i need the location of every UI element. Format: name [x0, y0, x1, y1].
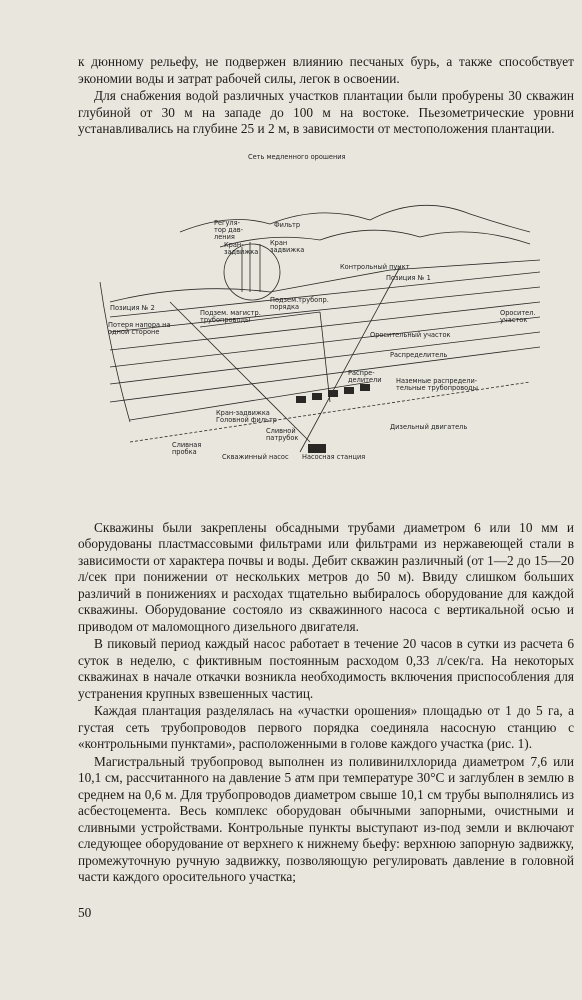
label-position-1: Позиция № 1 [386, 273, 431, 282]
label-regulator: Регуля- тор дав- ления [214, 218, 244, 241]
label-position-2: Позиция № 2 [110, 303, 155, 312]
label-main-pipes: Подзем. магистр. трубопроводы [200, 308, 261, 324]
label-drain-pipe: Сливной патрубок [266, 426, 299, 442]
label-head-filter: Кран-задвижка Головной фильтр [216, 408, 277, 424]
paragraph: Для снабжения водой различных участков плантации были пробурены 30 скважин глубиной от 30 м на западе до 100 м на востоке. Пьезометрические уровни устанавливались на глубине 25 и 2 м, в зависимости от местоположения плантации. [78, 88, 574, 136]
label-pressure-loss: Потеря напора на одной стороне [108, 320, 171, 336]
label-control-point: Контрольный пункт [340, 262, 410, 271]
paragraph: Каждая плантация разделялась на «участки орошения» площадью от 1 до 5 га, а густая сеть трубопроводов первого порядка соединяла насосную станцию с «контрольными пунктами», расположенными в голове каждого участка (рис. 1). [78, 703, 574, 751]
page-number: 50 [78, 905, 92, 920]
paragraph: к дюнному рельефу, не подвержен влиянию песчаных бурь, а также способствует экономии воды и затрат рабочей силы, легок в освоении. [78, 54, 574, 86]
label-distributors: Распре- делители [348, 368, 382, 384]
paragraph: Скважины были закреплены обсадными трубами диаметром 6 или 10 мм и оборудованы пластмассовыми фильтрами или фильтрами из нержавеющей стали в зависимости от характера почвы и воды. Дебит скважин различный (от 1—2 до 15—20 л/сек при понижении от нескольких метров до 50 м). Ввиду слишком больших различий в понижениях и расходах тщательно выбиралось оборудование для каждой скважины. Оборудование состояло из скважинного насоса с вертикальной осью и приводом от маломощного дизельного двигателя. [78, 519, 574, 634]
diagram-drawing [70, 152, 540, 482]
label-pipes-order: Подзем.трубопр. порядка [270, 295, 329, 311]
label-network: Сеть медленного орошения [248, 152, 346, 161]
label-pump-station: Насосная станция [302, 452, 366, 461]
paragraph: В пиковый период каждый насос работает в течение 20 часов в сутки из расчета 6 суток в неделю, с фиктивным постоянным расходом 0,33 л/сек/га. На некоторых скважинах в начале откачки возникла необходимость включения приспособления для устранения крупных взвешенных частиц. [78, 636, 574, 701]
label-distributor: Распределитель [390, 350, 448, 359]
label-ground-pipes: Наземные распредели- тельные трубопроводы [396, 376, 478, 392]
paragraph: Магистральный трубопровод выполнен из поливинилхлорида диаметром 7,6 или 10,1 см, рассчитанного на давление 5 атм при температуре 30°С и заглублен в землю в среднем на 0,6 м. Для трубопроводов диаметром свыше 10,1 см трубы выполнялись из асбестоцемента. Весь комплекс оборудован обычными запорными, очистными и сливными устройствами. Контрольные пункты выступают из-под земли и включают следующее оборудование от верхнего к нижнему бьефу: верхнюю запорную задвижку, промежуточную ручную задвижку, позволяющую регулировать давление в головной части каждого оросительного участка; [78, 753, 574, 884]
label-irrigation-section: Оросительный участок [370, 330, 451, 339]
label-diesel: Дизельный двигатель [390, 422, 468, 431]
label-valve: Кран задвижка [270, 238, 305, 254]
label-well-pump: Скважинный насос [222, 452, 289, 461]
label-valve-pressure: Кран- задвижка [224, 240, 259, 256]
label-filter: Фильтр [274, 220, 301, 229]
label-drain-sample: Сливная пробка [172, 440, 202, 456]
label-irrig-sites: Оросител. участок [500, 308, 536, 324]
irrigation-diagram [70, 152, 540, 482]
